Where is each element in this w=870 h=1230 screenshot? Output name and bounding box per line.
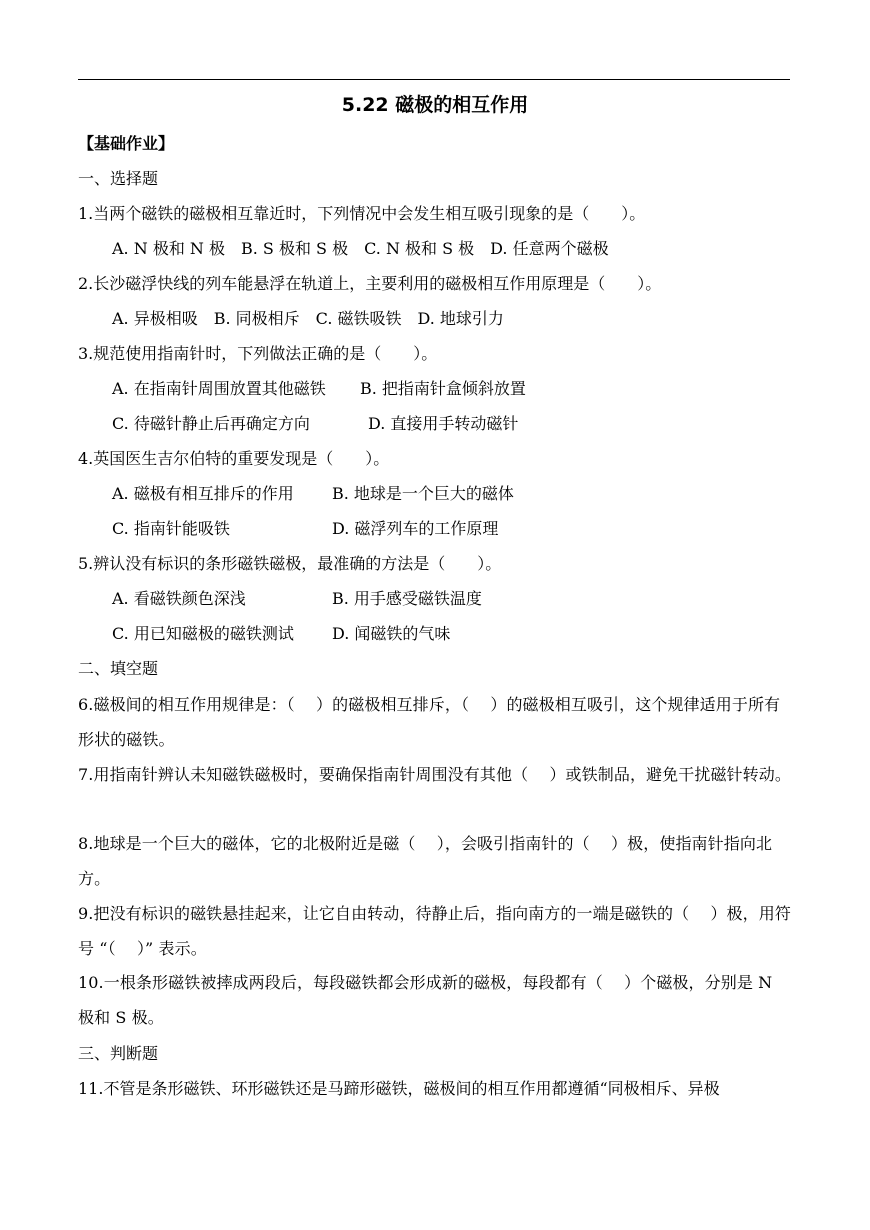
question-5-option-c: C. 用已知磁极的磁铁测试 xyxy=(112,624,294,643)
page-title: 5.22 磁极的相互作用 xyxy=(341,94,529,116)
question-4-option-b: B. 地球是一个巨大的磁体 xyxy=(332,484,514,503)
question-1-stem: 1.当两个磁铁的磁极相互靠近时，下列情况中会发生相互吸引现象的是（ ）。 xyxy=(78,204,646,223)
section-heading-choice: 一、选择题 xyxy=(78,169,159,188)
question-6: 6.磁极间的相互作用规律是：（ ）的磁极相互排斥，（ ）的磁极相互吸引，这个规律适用于所有形状的磁铁。 xyxy=(78,695,781,749)
question-3-option-b: B. 把指南针盒倾斜放置 xyxy=(360,379,526,398)
question-3-option-a: A. 在指南针周围放置其他磁铁 xyxy=(112,379,326,398)
question-3-option-c: C. 待磁针静止后再确定方向 xyxy=(112,414,310,433)
question-7: 7.用指南针辨认未知磁铁磁极时，要确保指南针周围没有其他（ ）或铁制品，避免干扰磁针转动。 xyxy=(78,765,791,784)
question-4-option-a: A. 磁极有相互排斥的作用 xyxy=(112,484,294,503)
question-5-option-b: B. 用手感受磁铁温度 xyxy=(332,589,482,608)
question-3-option-d: D. 直接用手转动磁针 xyxy=(368,414,519,433)
question-4-option-c: C. 指南针能吸铁 xyxy=(112,519,230,538)
header-rule xyxy=(78,79,790,80)
homework-heading: 【基础作业】 xyxy=(78,134,175,153)
question-2-stem: 2.长沙磁浮快线的列车能悬浮在轨道上，主要利用的磁极相互作用原理是（ ）。 xyxy=(78,274,662,293)
question-4-option-d: D. 磁浮列车的工作原理 xyxy=(332,519,499,538)
question-5-option-d: D. 闻磁铁的气味 xyxy=(332,624,451,643)
question-3-stem: 3.规范使用指南针时，下列做法正确的是（ ）。 xyxy=(78,344,438,363)
section-heading-fill: 二、填空题 xyxy=(78,659,159,678)
question-1-options: A. N 极和 N 极 B. S 极和 S 极 C. N 极和 S 极 D. 任意两个磁极 xyxy=(112,239,609,258)
question-2-options: A. 异极相吸 B. 同极相斥 C. 磁铁吸铁 D. 地球引力 xyxy=(112,309,504,328)
question-4-stem: 4.英国医生吉尔伯特的重要发现是（ ）。 xyxy=(78,449,390,468)
question-10: 10.一根条形磁铁被摔成两段后，每段磁铁都会形成新的磁极，每段都有（ ）个磁极，分别是 N 极和 S 极。 xyxy=(78,973,773,1027)
question-8: 8.地球是一个巨大的磁体，它的北极附近是磁（ ），会吸引指南针的（ ）极，使指南针指向北方。 xyxy=(78,834,773,888)
question-5-stem: 5.辨认没有标识的条形磁铁磁极，最准确的方法是（ ）。 xyxy=(78,554,502,573)
question-11: 11.不管是条形磁铁、环形磁铁还是马蹄形磁铁，磁极间的相互作用都遵循“同极相斥、异极 xyxy=(78,1079,720,1098)
section-heading-judge: 三、判断题 xyxy=(78,1044,159,1063)
question-9: 9.把没有标识的磁铁悬挂起来，让它自由转动，待静止后，指向南方的一端是磁铁的（ ）极，用符号 “（ ）” 表示。 xyxy=(78,904,791,958)
question-5-option-a: A. 看磁铁颜色深浅 xyxy=(112,589,246,608)
